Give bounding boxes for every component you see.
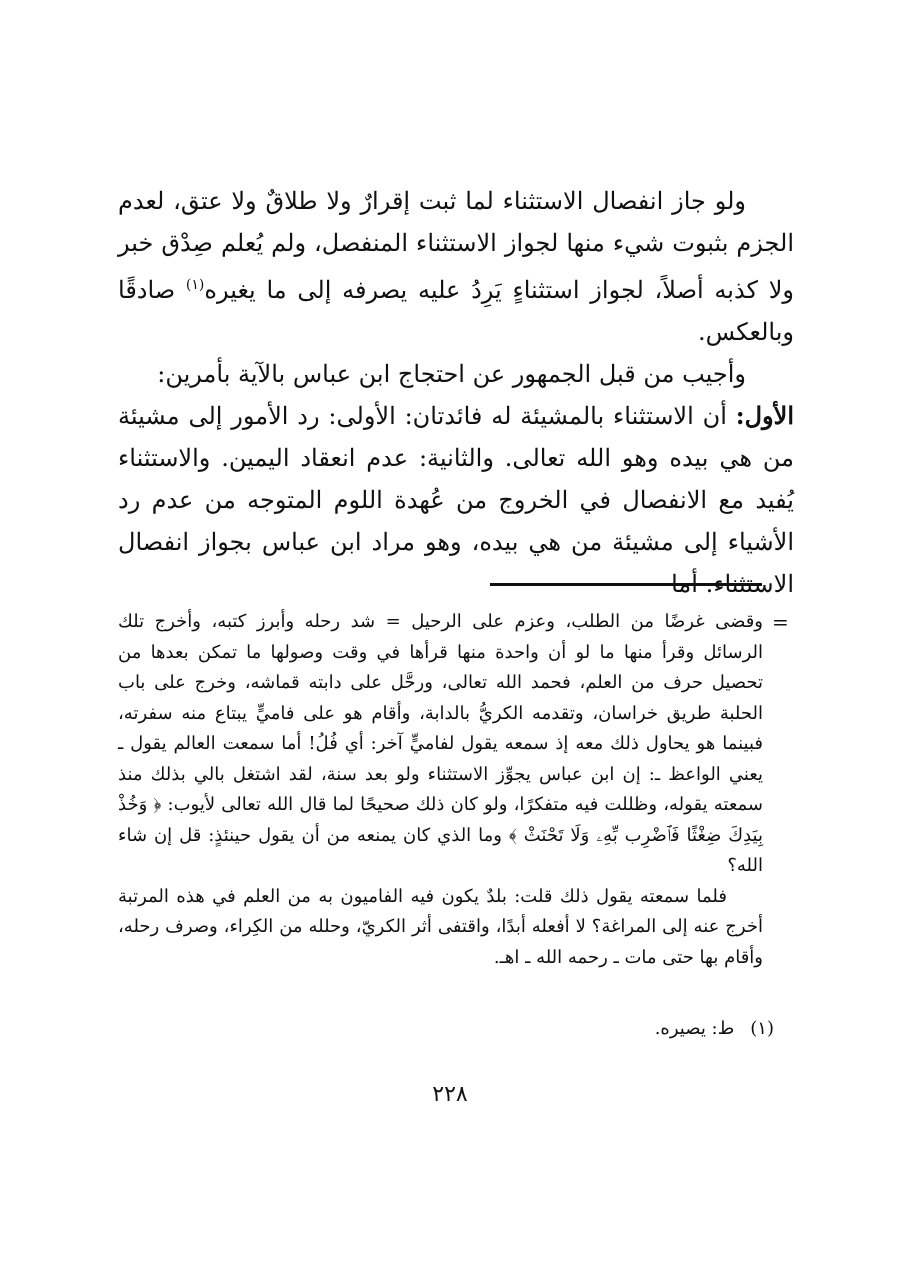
main-paragraph-1 (118, 180, 794, 353)
continuation-mark: = (772, 610, 789, 634)
main-paragraph-3 (118, 395, 794, 605)
main-paragraph-2: وأجيب من قبل الجمهور عن احتجاج ابن عباس بالآية بأمرين: (157, 360, 746, 388)
paragraph-3-lead: الأول: (735, 401, 794, 430)
footnote-1 (500, 1014, 774, 1044)
note-paragraph-1: وقضى غرضًا من الطلب، وعزم على الرحيل = شد رحله وأبرز كتبه، وأخرج تلك الرسائل وقرأ منها ما لو أن واحدة منها قرأها في وقت وصولها ما تمكن بعدها من تحصيل حرف من العلم، فحمد الله تعالى، ورحَّل على دابته قماشه، وخرج على باب الحلبة طريق خراسان، وتقدمه الكريُّ بالدابة، وأقام هو على فاميٍّ يبتاع منه سفرته، فبينما هو يحاول ذلك معه إذ سمعه يقول لفاميٍّ آخر: أي فُلُ! أما سمعت العالم يقول ـ يعني الواعظ ـ: إن ابن عباس يجوِّز الاستثناء ولو بعد سنة، لقد اشتغل بالي بذلك منذ سمعته يقوله، وظللت فيه متفكرًا، ولو كان ذلك صحيحًا لما قال الله تعالى لأيوب: ﴿ وَخُذْ بِيَدِكَ ضِغْثًا فَٱضْرِب بِّهِۦ وَلَا تَحْنَثْ ﴾ وما الذي كان يمنعه من أن يقول حينئذٍ: قل إن شاء الله؟ (118, 611, 763, 876)
footnote-separator (490, 583, 762, 586)
footnotes-continued (118, 607, 763, 973)
footnote-1-text: ط: يصيره. (654, 1018, 735, 1039)
paragraph-3-text: أن الاستثناء بالمشيئة له فائدتان: الأولى: رد الأمور إلى مشيئة من هي بيده وهو الله تعالى. والثانية: عدم انعقاد اليمين. والاستثناء يُفيد مع الانفصال في الخروج من عُهدة اللوم المتوجه من عدم رد الأشياء إلى مشيئة من هي بيده، وهو مراد ابن عباس بجواز انفصال الاستثناء. أما (118, 402, 794, 598)
paragraph-1-ending: صادقًا وبالعكس. (118, 276, 794, 346)
page-number: ٢٢٨ (432, 1082, 468, 1107)
paragraph-1-text: ولو جاز انفصال الاستثناء لما ثبت إقرارٌ ولا طلاقٌ ولا عتق، لعدم الجزم بثبوت شيء منها لجواز الاستثناء المنفصل، ولم يُعلم صِدْق خبر ولا كذبه أصلاً، لجواز استثناءٍ يَرِدُ عليه يصرفه إلى ما يغيره (118, 187, 794, 304)
footnote-reference-1: (١) (185, 277, 205, 293)
footnote-1-number: (١) (750, 1018, 774, 1039)
note-paragraph-2: فلما سمعته يقول ذلك قلت: بلدٌ يكون فيه الفاميون به من العلم في هذه المرتبة أخرج عنه إلى المراغة؟ لا أفعله أبدًا، واقتفى أثر الكريّ، وحلله من الكِراء، وصرف رحله، وأقام بها حتى مات ـ رحمه الله ـ اهـ. (118, 885, 763, 968)
main-text (118, 180, 794, 605)
